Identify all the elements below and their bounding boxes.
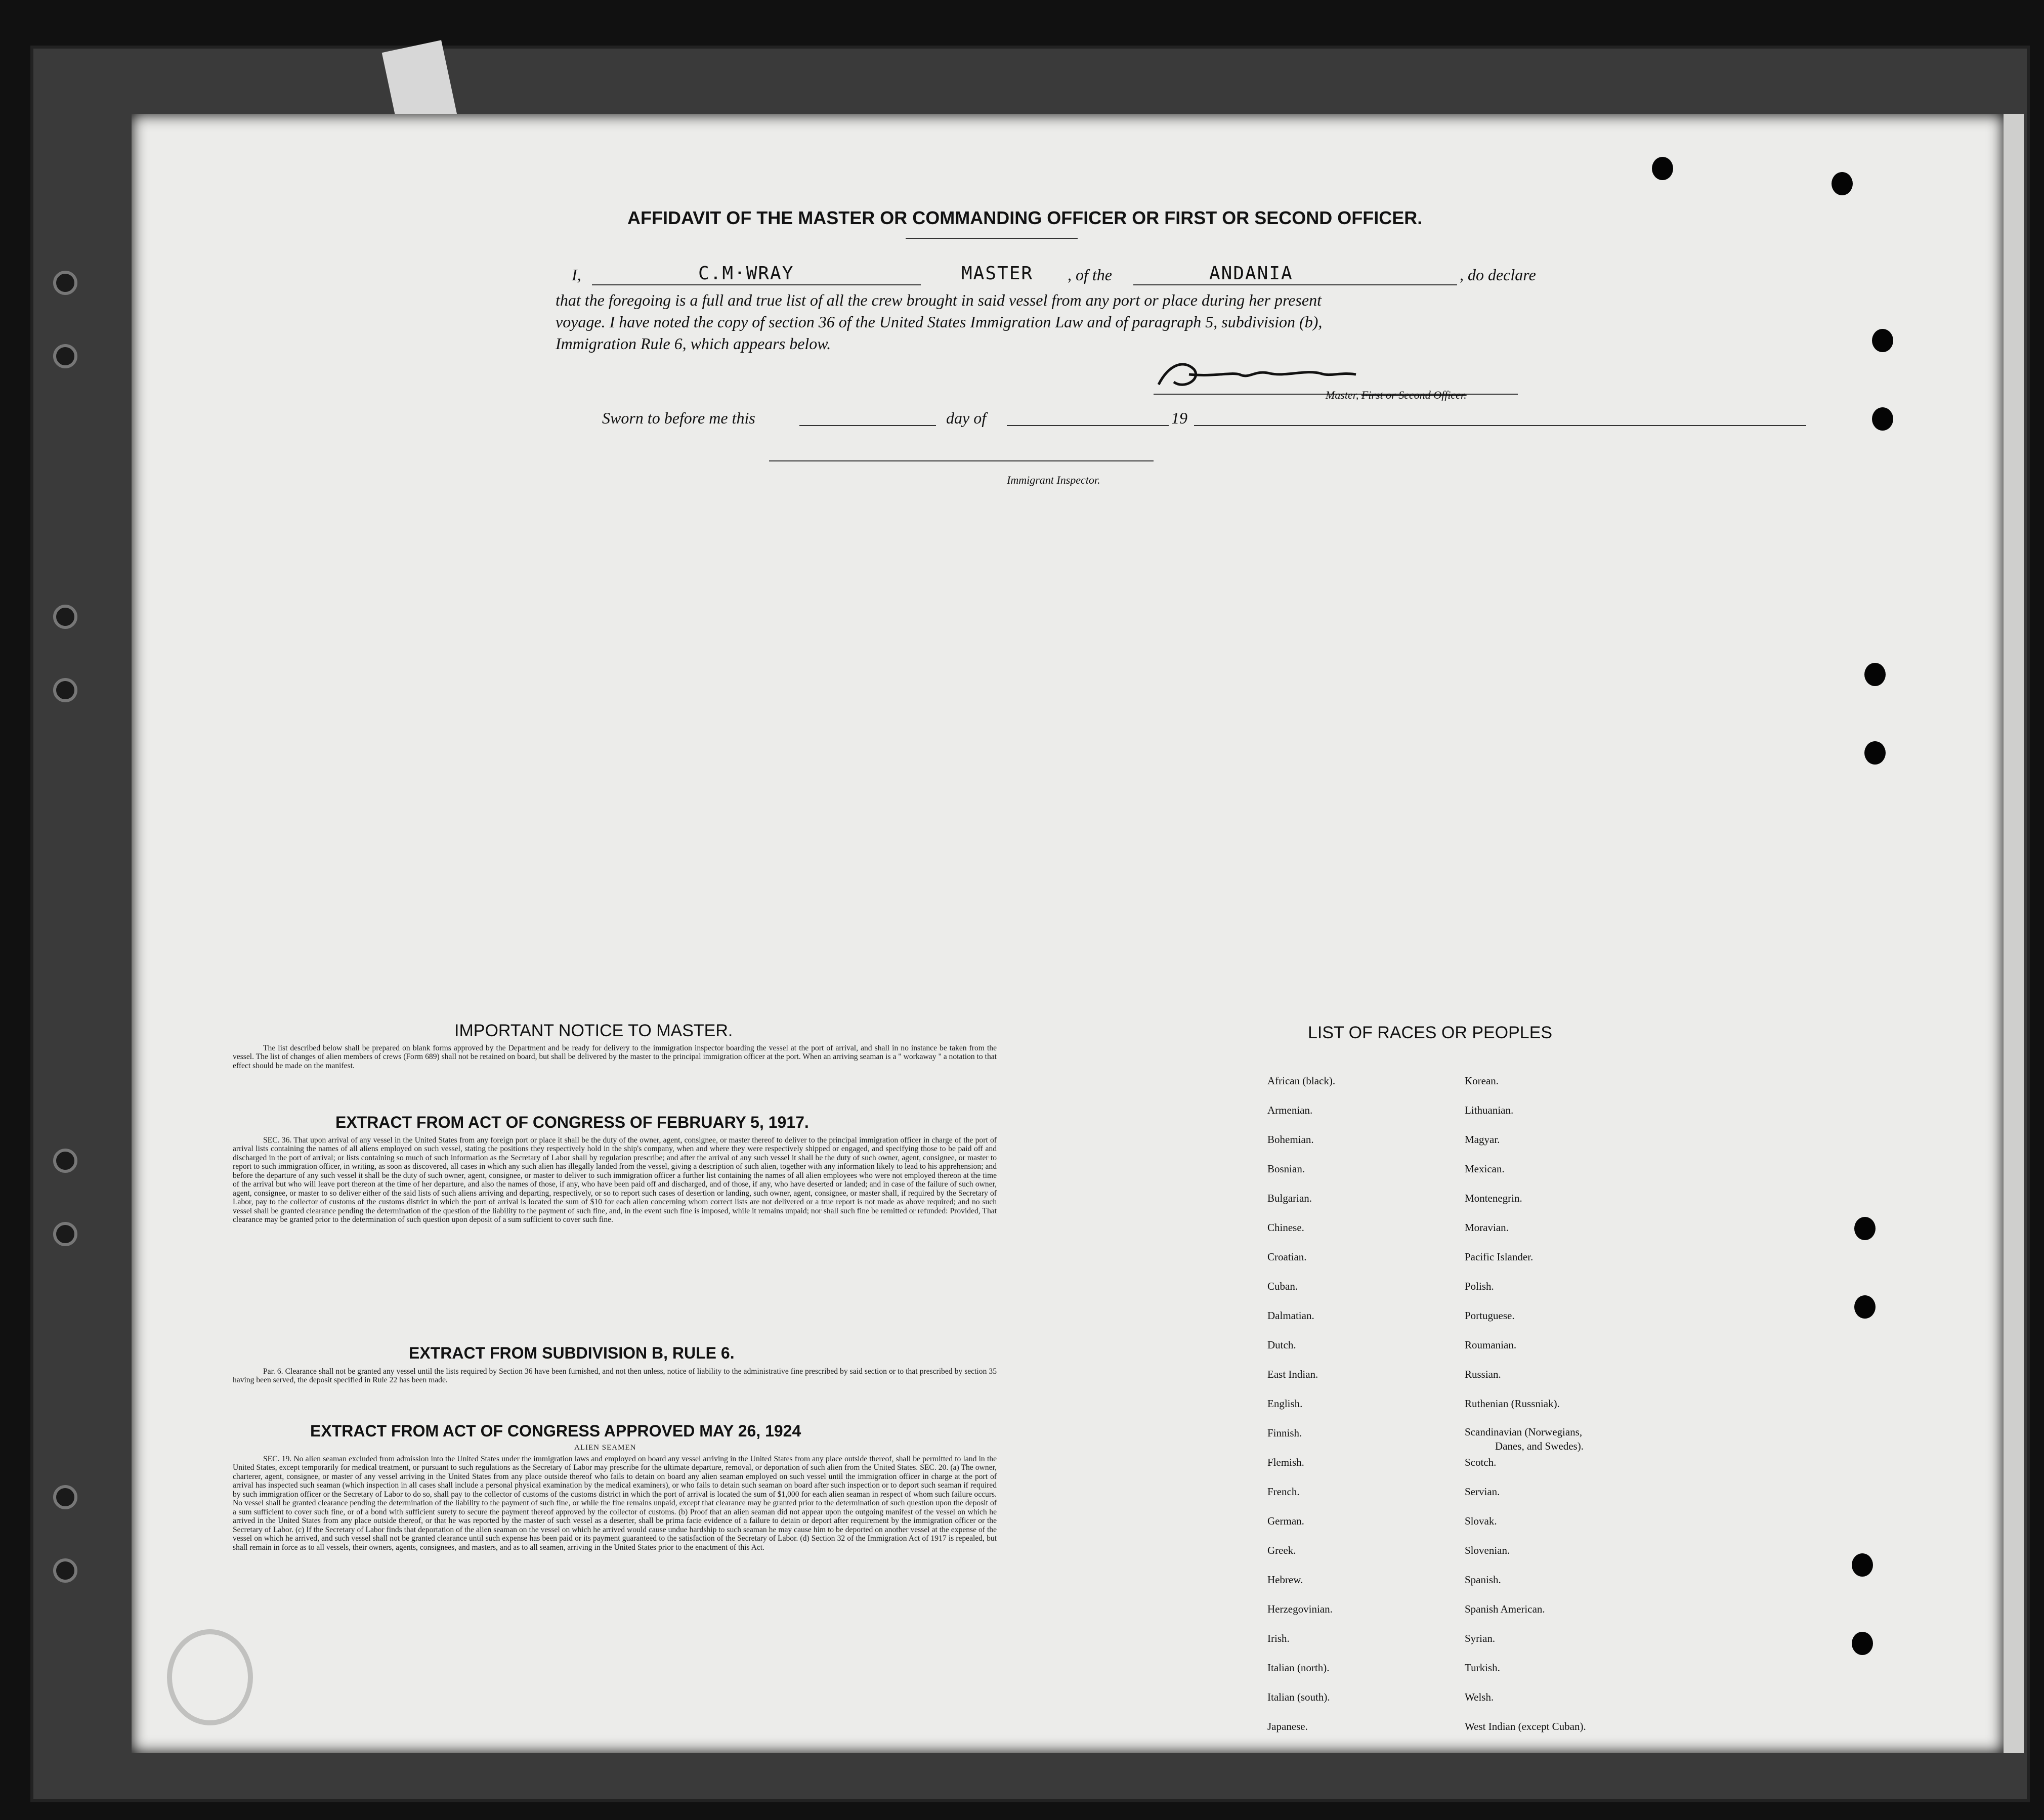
extract-1917-text: SEC. 36. That upon arrival of any vessel in the United States from any foreign port or place it shall be the duty of the owner, agent, consignee, or master thereof to deliver to the principal immigration officer in charge of the port of arrival lists containing the names of all aliens employed on such vessel, stating the positions they respectively hold in the ship's company, when and where they were respectively shipped or engaged, and specifying those to be paid off and discharged in the port of arrival; or lists containing so much of such information as the Secretary of Labor shall by regulation prescribe; and after the arrival of any such vessel it shall be the duty of such owner, agent, consignee, or master to report to such immigration officer, in writing, as soon as discovered, all cases in which any such alien has illegally landed from the vessel, giving a description of such alien, together with any information likely to lead to his apprehension; and before the departure of any such vessel it shall be the duty of such owner, agent, consignee, or master to deliver to such immigration officer a further list containing the names of all alien employees who were not employed thereon at the time of the arrival but who will leave port thereon at the time of her departure, and also the names of those, if any, who have been paid off and discharged, and of those, if any, who have deserted or landed; and in case of the failure of such owner, agent, consignee, or master to so deliver either of the said lists of such aliens arriving and departing, respectively, or so to report such cases of desertion or landing, such owner, agent, consignee, or master shall, if required by the Secretary of Labor, pay to the collector of customs of the customs district in which the port of arrival is located the sum of $10 for each alien concerning whom correct lists are not delivered or a true report is not made as above required; and no such vessel shall be granted clearance pending the determination of the question of the liability to the payment of such fine, and, in the event such fine is imposed, while it remains unpaid; nor shall such fine be remitted or refunded: Provided, That clearance may be granted prior to the determination of such question upon deposit of a sum sufficient to cover such fine. — [233, 1136, 997, 1224]
race-item: Lithuanian. — [1465, 1104, 1514, 1116]
affidavit-title: AFFIDAVIT OF THE MASTER OR COMMANDING OFFICER OR FIRST OR SECOND OFFICER. — [627, 207, 1423, 228]
i-label: I, — [572, 266, 581, 284]
master-name: C.M·WRAY — [698, 263, 794, 284]
race-item: Spanish American. — [1465, 1603, 1545, 1615]
signature-caption — [1326, 389, 1467, 402]
binder-hole — [53, 1149, 77, 1173]
extract-1924-title: EXTRACT FROM ACT OF CONGRESS APPROVED MAY 26, 1924 — [310, 1422, 801, 1440]
title-underline — [906, 238, 1078, 239]
name-line — [592, 284, 921, 285]
caption-struck-officer: First or Second Officer. — [1361, 389, 1467, 401]
race-item: Russian. — [1465, 1368, 1501, 1380]
punch-hole — [1652, 157, 1673, 180]
race-item: German. — [1267, 1515, 1304, 1527]
of-the: , of the — [1068, 266, 1112, 284]
affidavit-line-3: voyage. I have noted the copy of section 36 of the United States Immigration Law and of paragraph 5, subdivision (b), — [556, 313, 1323, 331]
race-item: Mexican. — [1465, 1163, 1505, 1175]
year-line — [1194, 425, 1806, 426]
race-item: Syrian. — [1465, 1632, 1496, 1644]
race-item: Slovenian. — [1465, 1544, 1510, 1556]
binder-hole — [53, 1485, 77, 1509]
race-item: Roumanian. — [1465, 1339, 1517, 1351]
race-item: Portuguese. — [1465, 1309, 1515, 1322]
extract-1924-subtitle: ALIEN SEAMEN — [574, 1444, 636, 1452]
extract-rule6-title: EXTRACT FROM SUBDIVISION B, RULE 6. — [409, 1344, 735, 1362]
race-item: Italian (south). — [1267, 1691, 1330, 1703]
race-item: Chinese. — [1267, 1221, 1304, 1234]
race-item: Polish. — [1465, 1280, 1494, 1292]
race-item: Flemish. — [1267, 1456, 1304, 1468]
sworn-day-line — [799, 425, 936, 426]
punch-hole — [1854, 1295, 1876, 1319]
punch-hole — [1854, 1217, 1876, 1240]
binder-hole — [53, 1222, 77, 1246]
races-title: LIST OF RACES OR PEOPLES — [1308, 1023, 1553, 1042]
affidavit-line-2: that the foregoing is a full and true list of all the crew brought in said vessel from any port or place during her present — [556, 291, 1322, 309]
notice-title: IMPORTANT NOTICE TO MASTER. — [454, 1021, 733, 1040]
punch-hole — [1864, 663, 1886, 686]
punch-hole — [1852, 1553, 1873, 1577]
race-item: Bosnian. — [1267, 1163, 1305, 1175]
race-item: French. — [1267, 1486, 1300, 1498]
sworn-month-line — [1007, 425, 1169, 426]
race-item: Danes, and Swedes). — [1495, 1440, 1584, 1452]
rank: MASTER — [961, 263, 1034, 284]
sworn-label: Sworn to before me this — [602, 409, 755, 427]
binder-hole — [53, 344, 77, 368]
race-item: Herzegovinian. — [1267, 1603, 1333, 1615]
race-item: Montenegrin. — [1465, 1192, 1522, 1204]
race-item: Moravian. — [1465, 1221, 1509, 1234]
race-item: Servian. — [1465, 1486, 1500, 1498]
extract-1924-text: SEC. 19. No alien seaman excluded from admission into the United States under the immigration laws and employed on board any vessel arriving in the United States from any place outside thereof, shall be permitted to land in the United States, except temporarily for medical treatment, or pursuant to such regulations as the Secretary of Labor may prescribe for the ultimate departure, removal, or deportation of such alien from the United States. SEC. 20. (a) The owner, charterer, agent, consignee, or master of any vessel arriving in the United States from any place outside thereof who fails to detain on board any alien seaman employed on such vessel until the immigration officer in charge at the port of arrival has inspected such seaman (which inspection in all cases shall include a personal physical examination by the medical examiners), or who fails to detain such seaman on board after such inspection or to deport such seaman if required by such immigration officer or the Secretary of Labor to do so, shall pay to the collector of customs of the customs district in which the port of arrival is located the sum of $1,000 for each alien seaman in respect of whom such failure occurs. No vessel shall be granted clearance pending the determination of the liability to the payment of such fine, or while the fine remains unpaid, except that clearance may be granted prior to the determination of such question upon the deposit of a sum sufficient to cover such fine, or of a bond with sufficient surety to secure the payment thereof approved by the collector of customs. (b) Proof that an alien seaman did not appear upon the outgoing manifest of the vessel on which he arrived in the United States from any place outside thereof, or that he was reported by the master of such vessel as a deserter, shall be prima facie evidence of a failure to detain or deport after requirement by the immigration officer or the Secretary of Labor. (c) If the Secretary of Labor finds that deportation of the alien seaman on the vessel on which he arrived would cause undue hardship to such seaman he may cause him to be deported on another vessel at the expense of the vessel on which he arrived, and such vessel shall not be granted clearance until such expense has been paid or its payment guaranteed to the satisfaction of the Secretary of Labor. (d) Section 32 of the Immigration Act of 1917 is repealed, but shall remain in force as to all vessels, their owners, agents, consignees, and masters, and as to all seamen, arriving in the United States prior to the enactment of this Act. — [233, 1455, 997, 1552]
day-of-label: day of — [946, 409, 987, 427]
race-item: Turkish. — [1465, 1662, 1500, 1674]
inspector-caption: Immigrant Inspector. — [1007, 474, 1100, 486]
notice-text: The list described below shall be prepared on blank forms approved by the Department and be ready for delivery to the immigration inspector boarding the vessel at the port of arrival, and shall in no instance be taken from the vessel. The list of changes of alien members of crews (Form 689) shall not be retained on board, but shall be delivered by the master to the principal immigration officer at the port. When an arriving seaman is a " workaway " a notation to that effect should be made on the manifest. — [233, 1044, 997, 1070]
extract-rule6-text: Par. 6. Clearance shall not be granted any vessel until the lists required by Section 36 have been furnished, and not then unless, notice of liability to the administrative fine prescribed by said section or to that prescribed by section 35 having been served, the deposit specified in Rule 22 has been made. — [233, 1367, 997, 1385]
race-item: Dalmatian. — [1267, 1309, 1314, 1322]
punch-hole — [1852, 1632, 1873, 1655]
vessel-name: ANDANIA — [1209, 263, 1293, 284]
race-item: Magyar. — [1465, 1133, 1500, 1146]
do-declare: , do declare — [1460, 266, 1536, 284]
binder-hole — [53, 271, 77, 295]
race-item: Croatian. — [1267, 1251, 1307, 1263]
race-item: Greek. — [1267, 1544, 1296, 1556]
caption-master: Master, — [1326, 389, 1359, 401]
race-item: Hebrew. — [1267, 1574, 1303, 1586]
binder-hole — [53, 678, 77, 702]
race-item: Bohemian. — [1267, 1133, 1314, 1146]
extract-1917-title: EXTRACT FROM ACT OF CONGRESS OF FEBRUARY 5, 1917. — [335, 1113, 809, 1131]
race-item: West Indian (except Cuban). — [1465, 1720, 1586, 1732]
race-item: East Indian. — [1267, 1368, 1318, 1380]
race-item: Slovak. — [1465, 1515, 1497, 1527]
punch-hole — [1872, 407, 1893, 431]
race-item: Italian (north). — [1267, 1662, 1330, 1674]
race-item: African (black). — [1267, 1075, 1336, 1087]
punch-hole — [1864, 741, 1886, 765]
binder-hole — [53, 605, 77, 629]
race-item: Welsh. — [1465, 1691, 1494, 1703]
race-item: Bulgarian. — [1267, 1192, 1312, 1204]
race-item: Korean. — [1465, 1075, 1499, 1087]
vessel-line — [1133, 284, 1457, 285]
race-item: Ruthenian (Russniak). — [1465, 1398, 1560, 1410]
race-item: Scandinavian (Norwegians, — [1465, 1426, 1583, 1438]
year-prefix: 19 — [1171, 409, 1187, 427]
race-item: Spanish. — [1465, 1574, 1501, 1586]
race-item: Dutch. — [1267, 1339, 1296, 1351]
punch-hole — [1832, 172, 1853, 195]
race-item: Japanese. — [1267, 1720, 1308, 1732]
inspector-line — [769, 460, 1154, 461]
race-item: Cuban. — [1267, 1280, 1298, 1292]
affidavit-line-1 — [572, 266, 581, 284]
race-item: Pacific Islander. — [1465, 1251, 1534, 1263]
race-item: Finnish. — [1267, 1427, 1302, 1439]
punch-hole — [1872, 329, 1893, 352]
race-item: Irish. — [1267, 1632, 1290, 1644]
affidavit-line-4: Immigration Rule 6, which appears below. — [556, 334, 831, 353]
binder-hole — [53, 1558, 77, 1583]
race-item: English. — [1267, 1398, 1303, 1410]
race-item: Armenian. — [1267, 1104, 1313, 1116]
race-item: Scotch. — [1465, 1456, 1497, 1468]
